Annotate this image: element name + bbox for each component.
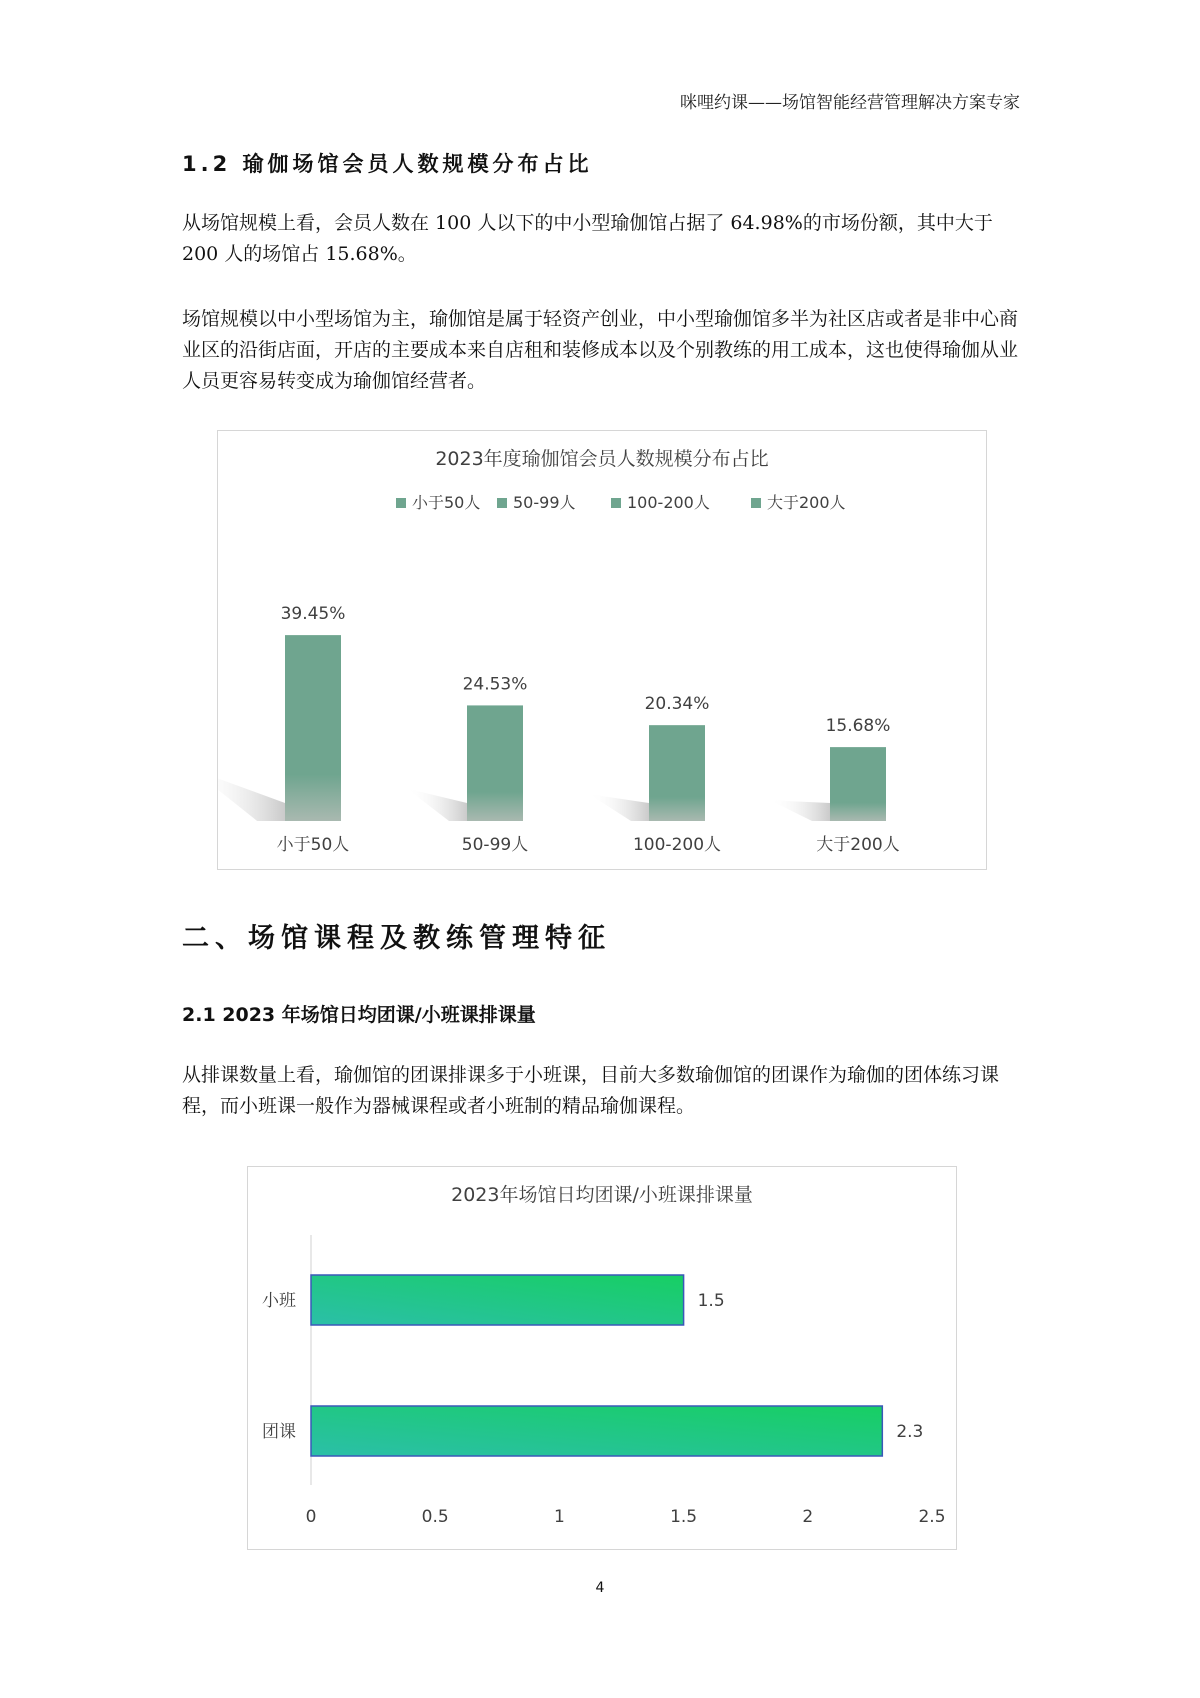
paragraph-venue-scale: 场馆规模以中小型场馆为主，瑜伽馆是属于轻资产创业，中小型瑜伽馆多半为社区店或者是非中心商业区的沿街店面，开店的主要成本来自店租和装修成本以及个别教练的用工成本，这也使得瑜伽从业人员更容易转变成为瑜伽馆经营者。	[182, 308, 1019, 392]
paragraph-class-scheduling: 从排课数量上看，瑜伽馆的团课排课多于小班课，目前大多数瑜伽馆的团课作为瑜伽的团体练习课程，而小班课一般作为器械课程或者小班制的精品瑜伽课程。	[182, 1064, 1000, 1117]
bar	[311, 1275, 684, 1325]
member-scale-chart-title: 2023年度瑜伽馆会员人数规模分布占比	[435, 448, 769, 470]
class-schedule-chart-svg	[248, 1167, 956, 1549]
legend-swatch	[611, 498, 621, 508]
category-label: 50-99人	[461, 835, 529, 855]
page-number: 4	[595, 1580, 605, 1596]
section-heading-1-2: 1.2 瑜伽场馆会员人数规模分布占比	[182, 152, 593, 176]
section-heading-2-1: 2.1 2023 年场馆日均团课/小班课排课量	[182, 1004, 536, 1026]
bar	[285, 635, 341, 821]
x-tick-label: 1.5	[670, 1507, 698, 1527]
member-scale-chart-svg	[218, 431, 986, 869]
data-label: 15.68%	[825, 716, 891, 737]
member-scale-chart	[217, 430, 987, 870]
running-header: 咪哩约课——场馆智能经营管理解决方案专家	[680, 93, 1020, 113]
bar-shadow	[218, 769, 285, 821]
x-tick-label: 0	[305, 1507, 317, 1527]
legend-swatch	[396, 498, 406, 508]
bar	[830, 747, 886, 821]
category-label: 团课	[262, 1422, 296, 1442]
legend-label: 小于50人	[412, 493, 481, 512]
category-label: 100-200人	[632, 835, 722, 855]
data-label: 39.45%	[280, 604, 346, 625]
paragraph-market-share: 从场馆规模上看，会员人数在 100 人以下的中小型瑜伽馆占据了 64.98%的市场份额，其中大于 200 人的场馆占 15.68%。	[182, 212, 993, 265]
class-schedule-chart-title: 2023年场馆日均团课/小班课排课量	[451, 1184, 753, 1206]
bar-shadow	[770, 800, 830, 821]
x-tick-label: 2.5	[918, 1507, 946, 1527]
data-label: 2.3	[896, 1422, 924, 1442]
bar	[467, 705, 523, 821]
chapter-heading-2: 二、场馆课程及教练管理特征	[182, 923, 611, 954]
data-label: 20.34%	[644, 694, 710, 715]
class-schedule-chart	[247, 1166, 957, 1550]
category-label: 小于50人	[276, 835, 350, 855]
legend-swatch	[497, 498, 507, 508]
data-label: 1.5	[697, 1291, 725, 1311]
x-tick-label: 2	[802, 1507, 814, 1527]
legend-label: 100-200人	[627, 493, 710, 512]
x-tick-label: 0.5	[421, 1507, 449, 1527]
category-label: 大于200人	[816, 835, 900, 855]
bar	[311, 1406, 882, 1456]
bar-shadow	[589, 794, 649, 821]
legend-label: 大于200人	[767, 493, 846, 512]
x-tick-label: 1	[553, 1507, 565, 1527]
category-label: 小班	[262, 1291, 296, 1311]
legend-label: 50-99人	[513, 493, 576, 512]
legend-swatch	[751, 498, 761, 508]
bar	[649, 725, 705, 821]
data-label: 24.53%	[462, 674, 528, 695]
bar-shadow	[407, 789, 467, 821]
